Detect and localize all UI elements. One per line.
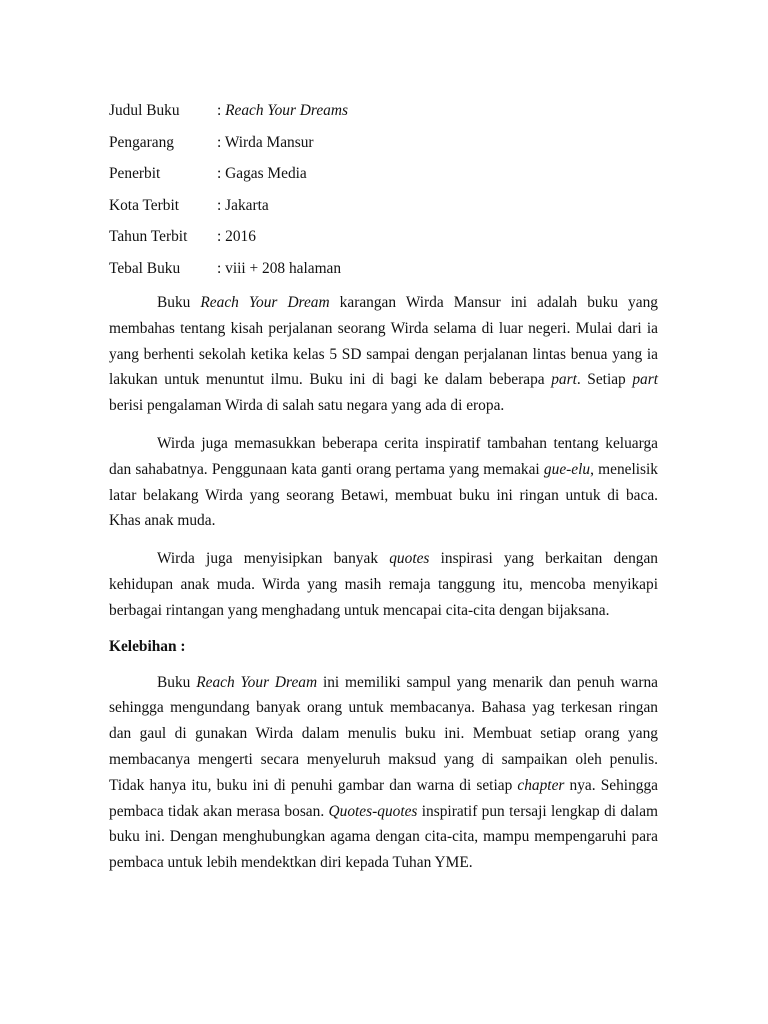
book-year-value: : 2016 [217, 228, 256, 245]
book-author-row [109, 131, 658, 163]
book-pages-value: : viii + 208 halaman [217, 259, 342, 277]
italic-book-title: Reach Your Dream [196, 673, 318, 691]
book-publisher-value: : Gagas Media [217, 165, 307, 182]
text-span: karangan Wirda Mansur ini adalah buku yang membahas tentang kisah perjalanan seorang Wirda selama di luar negeri. Mulai dari ia yang berhenti sekolah ketika kelas 5 SD sampai dengan perjalanan lintas benua yang ia lakukan untuk menuntut ilmu. Buku ini di bagi ke dalam beberapa [109, 294, 658, 389]
italic-term: gue-elu [543, 460, 591, 478]
book-city-label: Kota Terbit [109, 196, 180, 214]
italic-term: part [551, 371, 577, 389]
text-span: ini memiliki sampul yang menarik dan penuh warna sehingga mengundang banyak orang untuk membacanya. Bahasa yag terkesan ringan dan gaul di gunakan Wirda dalam menulis buku ini. Membuat setiap orang yang membacanya mengerti secara menyeluruh maksud yang di sampaikan oleh penulis. Tidak hanya itu, buku ini di penuhi gambar dan warna di setiap [109, 673, 658, 794]
text-span: berisi pengalaman Wirda di salah satu negara yang ada di eropa. [109, 397, 505, 415]
text-span: Wirda juga menyisipkan banyak [157, 550, 390, 568]
text-span: , menelisik latar belakang Wirda yang seorang Betawi, membuat buku ini ringan untuk di baca. Khas anak muda. [109, 460, 658, 530]
text-span: . Setiap [576, 371, 633, 389]
book-city-value: : Jakarta [217, 196, 269, 214]
book-publisher-label: Penerbit [109, 165, 161, 182]
book-pages-row [109, 257, 658, 289]
book-year-label: Tahun Terbit [109, 228, 188, 245]
text-span: inspiratif pun tersaji lengkap di dalam buku ini. Dengan menghubungkan agama dengan cita-cita, mampu mempengaruhi para pembaca untuk lebih mendektkan diri kepada Tuhan YME. [109, 802, 658, 872]
text-span: Wirda juga memasukkan beberapa cerita inspiratif tambahan tentang keluarga dan sahabatnya. Penggunaan kata ganti orang pertama yang memakai [109, 434, 658, 478]
paragraph-quotes [109, 546, 658, 623]
book-pages-label: Tebal Buku [109, 259, 181, 277]
book-title-label: Judul Buku [109, 102, 180, 119]
text-span: Buku [157, 294, 201, 311]
italic-term: Quotes-quotes [328, 802, 418, 820]
book-city-row [109, 194, 658, 226]
text-span: nya. Sehingga pembaca tidak akan merasa bosan. [109, 776, 658, 820]
paragraph-summary [109, 290, 658, 419]
italic-term: quotes [389, 550, 430, 568]
book-title-value [217, 99, 658, 123]
book-title-text: Reach Your Dreams [225, 102, 348, 119]
document-content [109, 99, 658, 876]
text-span: Buku [157, 673, 197, 691]
book-info-table [109, 99, 658, 288]
heading-strengths: Kelebihan : [109, 637, 186, 655]
paragraph-stories [109, 431, 658, 534]
paragraph-strengths [109, 670, 658, 876]
italic-book-title: Reach Your Dream [200, 294, 330, 311]
italic-term: chapter [517, 776, 565, 794]
book-title-row [109, 99, 658, 131]
book-publisher-row [109, 162, 658, 194]
text-span: inspirasi yang berkaitan dengan kehidupan anak muda. Wirda yang masih remaja tanggung itu, mencoba menyikapi berbagai rintangan yang menghadang untuk mencapai cita-cita dengan bijaksana. [109, 550, 658, 619]
book-title-colon: : [217, 102, 226, 119]
book-author-value: : Wirda Mansur [217, 133, 314, 151]
book-year-row [109, 225, 658, 257]
book-author-label: Pengarang [109, 133, 174, 151]
italic-term: part [632, 371, 658, 389]
